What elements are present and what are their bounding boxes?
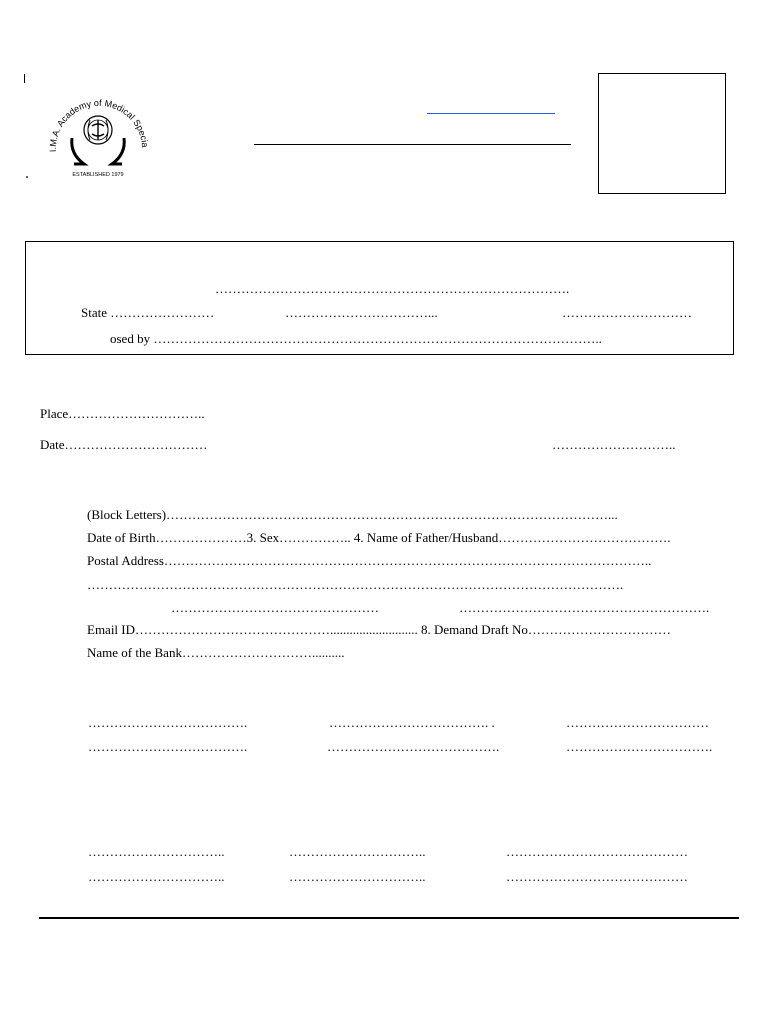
- logo-arc-text: I.M.A. Academy of Medical Specia: [47, 97, 151, 153]
- table1-r2-c2[interactable]: ………………………………….: [327, 739, 500, 754]
- postal-address-line-3b[interactable]: ………………………………………………….: [459, 600, 710, 615]
- link-underline[interactable]: [427, 113, 555, 114]
- office-line-1[interactable]: ……………………………………………………………………….: [215, 281, 570, 296]
- table2-r1-c3[interactable]: ……………………………………: [506, 844, 688, 859]
- table2-r1-c2[interactable]: …………………………..: [289, 844, 426, 859]
- title-underline: [254, 144, 571, 145]
- bottom-rule: [39, 917, 739, 919]
- email-dd-field[interactable]: Email ID………………………………………........................... 8. Demand Draft No……………………………: [87, 622, 671, 637]
- date-field[interactable]: Date……………………………: [40, 437, 208, 452]
- svg-text:I.M.A. Academy of Medical Spec: [34, 80, 150, 152]
- state-field[interactable]: State ……………………: [81, 305, 215, 320]
- postal-address-line-2[interactable]: …………………………………………………………………………………………………………….: [87, 577, 624, 592]
- table2-r2-c1[interactable]: …………………………..: [88, 869, 225, 884]
- margin-mark: [24, 74, 25, 83]
- table2-r1-c1[interactable]: …………………………..: [88, 844, 225, 859]
- office-field-3[interactable]: …………………………: [562, 305, 692, 320]
- table2-r2-c3[interactable]: ……………………………………: [506, 869, 688, 884]
- postal-address-field[interactable]: Postal Address…………………………………………………………………………………………………..: [87, 553, 652, 568]
- dob-sex-father-field[interactable]: Date of Birth…………………3. Sex…………….. 4. Name of Father/Husband………………………………….: [87, 530, 671, 545]
- photo-box[interactable]: [598, 73, 726, 194]
- margin-dot: [26, 176, 28, 178]
- postal-address-line-3a[interactable]: …………………………………………: [171, 600, 379, 615]
- proposed-by-field[interactable]: osed by …………………………………………………………………………………………..: [110, 331, 602, 346]
- place-field[interactable]: Place…………………………..: [40, 406, 205, 421]
- table1-r2-c1[interactable]: ……………………………….: [88, 739, 248, 754]
- academy-logo: [34, 80, 162, 180]
- table1-r1-c1[interactable]: ……………………………….: [88, 715, 248, 730]
- table1-r2-c3[interactable]: …………………………….: [566, 739, 713, 754]
- office-field-2[interactable]: ……………………………...: [285, 305, 438, 320]
- table1-r1-c3[interactable]: ……………………………: [566, 715, 709, 730]
- signature-field[interactable]: ………………………..: [552, 437, 676, 452]
- table2-r2-c2[interactable]: …………………………..: [289, 869, 426, 884]
- logo-established: ESTABLISHED 1979: [72, 172, 124, 178]
- name-field[interactable]: (Block Letters)…………………………………………………………………………………………...: [87, 507, 618, 522]
- academy-seal-icon: [34, 80, 162, 180]
- bank-field[interactable]: Name of the Bank…………………………..........: [87, 645, 345, 660]
- table1-r1-c2[interactable]: ………………………………. .: [329, 715, 495, 730]
